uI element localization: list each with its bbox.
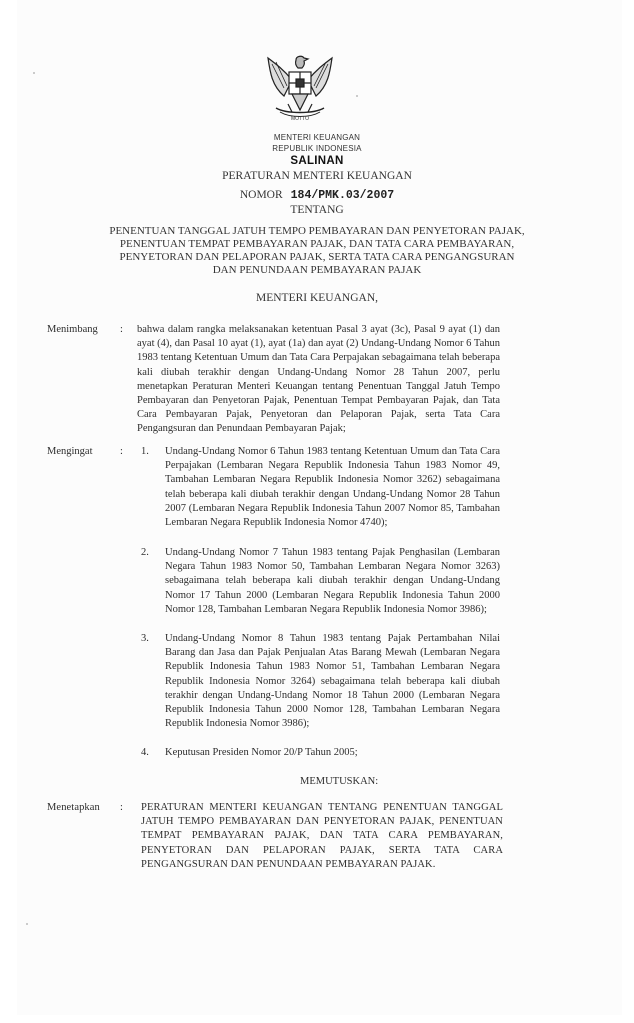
title-line: PENYETORAN DAN PELAPORAN PAJAK, SERTA TATA CARA PENGANGSURAN [119,251,515,263]
republic-name: REPUBLIK INDONESIA [272,144,362,153]
list-number: 2. [141,547,149,558]
decision-heading: MEMUTUSKAN: [300,776,379,787]
colon: : [120,802,124,813]
number-value: 184/PMK.03/2007 [290,189,395,202]
list-number: 4. [141,747,149,758]
issuer-heading: MENTERI KEUANGAN, [255,292,378,304]
ministry-name: MENTERI KEUANGAN [273,133,361,142]
list-text: Keputusan Presiden Nomor 20/P Tahun 2005; [165,747,358,758]
menetapkan-label: Menetapkan [47,802,100,813]
mengingat-label: Mengingat [47,446,93,457]
menimbang-text: bahwa dalam rangka melaksanakan ketentuan Pasal 3 ayat (3c), Pasal 9 ayat (1) dan ayat (4), dan Pasal 10 ayat (1), ayat (1a) dan ayat (2) Undang-Undang Nomor 6 Tahun 1983 tentang Ketentuan Umum dan Tata Cara Perpajakan sebagaimana telah beberapa kali diubah terakhir dengan Undang-Undang Nomor 28 Tahun 2007, perlu menetapkan Peraturan Menteri Keuangan tentang Penentuan Tanggal Jatuh Tempo Pembayaran dan Penyetoran Pajak, Penentuan Tempat Pembayaran Pajak, dan Tata Cara Pembayaran Pajak, Penyetoran dan Pelaporan Pajak, serta Tata Cara Pengangsuran dan Penundaan Pembayaran Pajak; [137,324,500,435]
scan-speck [33,72,35,74]
regulation-type: PERATURAN MENTERI KEUANGAN [222,170,412,182]
list-text: Undang-Undang Nomor 6 Tahun 1983 tentang Ketentuan Umum dan Tata Cara Perpajakan (Lembaran Negara Republik Indonesia Tahun 1983 Nomor 49, Tambahan Lembaran Negara Republik Indonesia Nomor 3262) sebagaimana telah beberapa kali diubah terakhir dengan Undang-Undang Nomor 28 Tahun 2007 (Lembaran Negara Republik Indonesia Tahun 2007 Nomor 85, Tambahan Lembaran Negara Republik Indonesia Nomor 4740); [165,446,500,529]
scan-speck [356,95,358,97]
menetapkan-text: PERATURAN MENTERI KEUANGAN TENTANG PENENTUAN TANGGAL JATUH TEMPO PEMBAYARAN DAN PENYETORAN PAJAK, PENENTUAN TEMPAT PEMBAYARAN PAJAK, DAN TATA CARA PEMBAYARAN, PENYETORAN DAN PELAPORAN PAJAK, SERTA TATA CARA PENGANGSURAN DAN PENUNDAAN PEMBAYARAN PAJAK. [141,802,503,870]
title-line: PENENTUAN TANGGAL JATUH TEMPO PEMBAYARAN DAN PENYETORAN PAJAK, [109,225,525,237]
list-number: 3. [141,633,149,644]
garuda-emblem-icon [262,50,338,126]
list-text: Undang-Undang Nomor 8 Tahun 1983 tentang Pajak Pertambahan Nilai Barang dan Jasa dan Pajak Penjualan Atas Barang Mewah (Lembaran Negara Republik Indonesia Tahun 1983 Nomor 51, Tambahan Lembaran Negara Republik Indonesia Nomor 3264) sebagaimana telah beberapa kali diubah terakhir dengan Undang-Undang Nomor 18 Tahun 2000 (Lembaran Negara Republik Indonesia Tahun 2000 Nomor 128, Tambahan Lembaran Negara Republik Indonesia Nomor 3986); [165,633,500,730]
svg-text:MOTTO: MOTTO [291,116,309,122]
number-label: NOMOR [239,189,283,201]
regulation-title [0,225,634,277]
colon: : [120,446,123,457]
menimbang-label: Menimbang [47,324,98,335]
regulation-number [0,185,634,203]
scan-speck [26,923,28,925]
list-number: 1. [141,446,149,457]
about-heading: TENTANG [290,204,344,216]
title-line: DAN PENUNDAAN PEMBAYARAN PAJAK [212,264,422,276]
list-text: Undang-Undang Nomor 7 Tahun 1983 tentang Pajak Penghasilan (Lembaran Negara Tahun 1983 Nomor 50, Tambahan Lembaran Negara Nomor 3263) sebagaimana telah beberapa kali diubah terakhir dengan Undang-Undang Nomor 17 Tahun 2000 (Lembaran Negara Republik Indonesia Tahun 2000 Nomor 128, Tambahan Lembaran Negara Republik Indonesia Nomor 3986); [165,547,500,615]
copy-label: SALINAN [290,155,344,167]
colon: : [120,324,123,335]
title-line: PENENTUAN TEMPAT PEMBAYARAN PAJAK, DAN TATA CARA PEMBAYARAN, [119,238,515,250]
